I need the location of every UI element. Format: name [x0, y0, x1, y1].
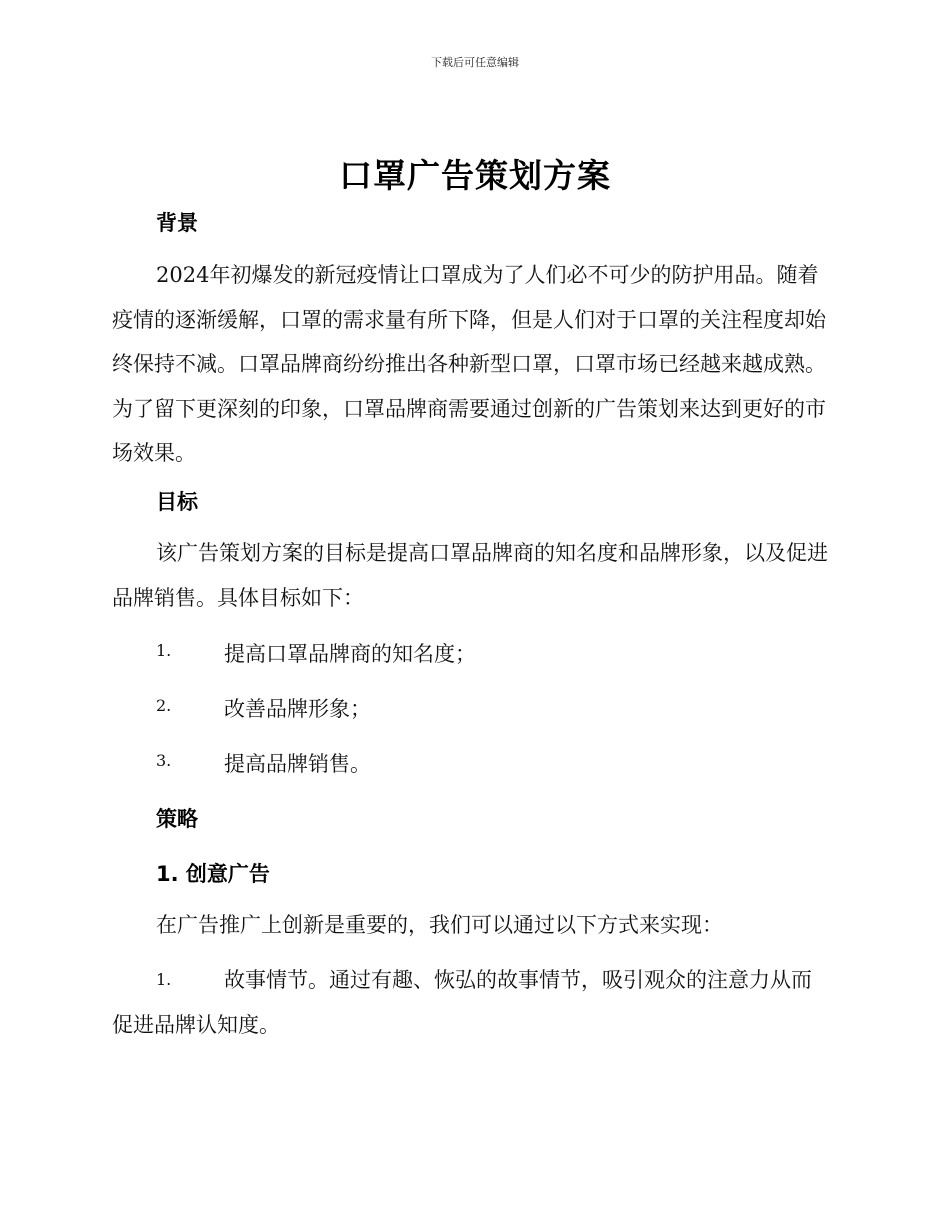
background-paragraph: 2024年初爆发的新冠疫情让口罩成为了人们必不可少的防护用品。随着疫情的逐渐缓解，口罩的需求量有所下降，但是人们对于口罩的关注程度却始终保持不减。口罩品牌商纷纷推出各种新型口罩，口罩市场已经越来越成熟。为了留下更深刻的印象，口罩品牌商需要通过创新的广告策划来达到更好的市场效果。 — [112, 263, 826, 465]
heading-strategy: 策略 — [156, 807, 198, 831]
list-number: 3. — [156, 751, 172, 770]
heading-background: 背景 — [156, 211, 198, 235]
list-text: 改善品牌形象； — [224, 697, 371, 721]
list-text: 故事情节。通过有趣、恢弘的故事情节，吸引观众的注意力从而促进品牌认知度。 — [112, 968, 812, 1037]
subheading-creative-ads: 1. 创意广告 — [156, 862, 270, 886]
list-number: 1. — [156, 641, 172, 660]
heading-goals: 目标 — [156, 490, 198, 514]
goals-paragraph-block — [112, 531, 832, 620]
list-text: 提高口罩品牌商的知名度； — [224, 642, 476, 666]
list-text: 提高品牌销售。 — [224, 752, 371, 776]
goals-paragraph: 该广告策划方案的目标是提高口罩品牌商的知名度和品牌形象，以及促进品牌销售。具体目标如下： — [112, 541, 828, 610]
strategy-paragraph: 在广告推广上创新是重要的，我们可以通过以下方式来实现： — [156, 913, 723, 937]
strategy-paragraph-block — [112, 903, 832, 948]
list-number: 1. — [156, 970, 172, 989]
header-note: 下载后可任意编辑 — [431, 56, 519, 69]
strategy-list-item — [112, 958, 832, 1047]
background-paragraph-block — [112, 253, 832, 476]
document-title: 口罩广告策划方案 — [339, 156, 611, 195]
list-number: 2. — [156, 696, 172, 715]
